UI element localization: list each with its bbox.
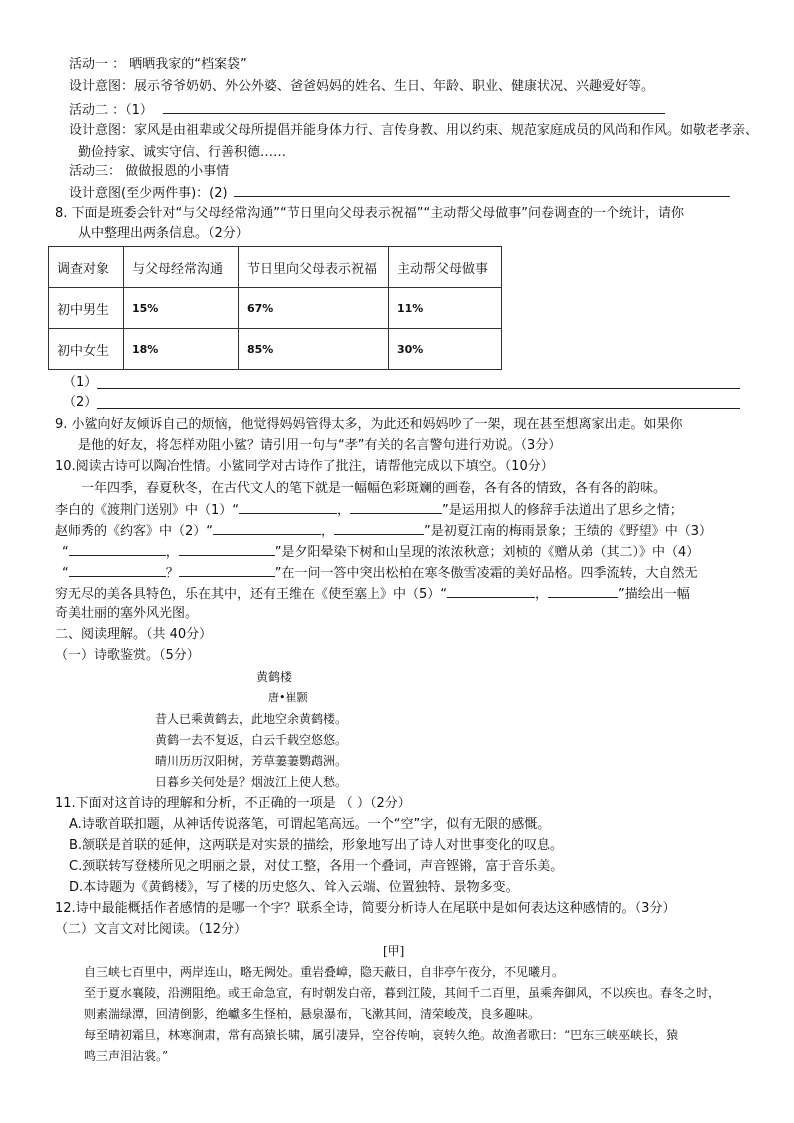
design-intent-2-line1: 设计意图：家风是由祖辈或父母所提倡并能身体力行、言传身教、用以约束、规范家庭成员的风尚和作风。如敬老孝亲、 (69, 123, 759, 138)
table-row (49, 329, 502, 370)
q10-blank-2a[interactable] (213, 521, 321, 535)
design-intent-3-label: 设计意图(至少两件事)：(2) (69, 186, 228, 201)
table-cell: 85% (239, 329, 389, 370)
q11-option-b: B.颔联是首联的延伸，这两联是对实景的描绘，形象地写出了诗人对世事变化的叹息。 (69, 838, 564, 853)
table-cell: 初中男生 (49, 288, 124, 329)
q10-text: “ (62, 566, 69, 581)
q10-text: 穷无尽的美各具特色，乐在其中，还有王维在《使至塞上》中（5）“ (55, 587, 448, 602)
answer-2-label: （2） (63, 395, 98, 410)
table-header-row (49, 247, 502, 288)
q10-blank-5a[interactable] (447, 584, 535, 598)
q10-text: “ (62, 545, 69, 560)
q10-blank-1a[interactable] (239, 500, 337, 514)
q11-option-c: C.颈联转写登楼所见之明丽之景，对仗工整，各用一个叠词，声音铿锵，富于音乐美。 (69, 859, 564, 874)
q10-blank-4a[interactable] (69, 563, 166, 577)
table-cell: 18% (124, 329, 239, 370)
q10-text: ， (337, 503, 351, 518)
activity-2-label: 活动二 ：（1） (69, 103, 153, 118)
table-cell: 30% (389, 329, 502, 370)
design-intent-2-line2: 勤俭持家、诚实守信、行善积德…… (78, 145, 287, 160)
poem-line: 日暮乡关何处是？烟波江上使人愁。 (155, 775, 348, 789)
q10-text: ”是夕阳晕染下树和山呈现的浓浓秋意；刘桢的《赠从弟（其二）》中（4） (274, 545, 700, 560)
q10-blank-2b[interactable] (334, 521, 424, 535)
q11-option-a: A.诗歌首联扣题，从神话传说落笔，可谓起笔高远。一个“空”字，似有无限的感慨。 (69, 817, 551, 832)
q10-blank-4b[interactable] (179, 563, 275, 577)
q10-text: 李白的《渡荆门送别》中（1）“ (55, 503, 240, 518)
table-row (49, 288, 502, 329)
section-2-2-heading: （二）文言文对比阅读。（12分） (55, 922, 248, 937)
table-header-cell: 调查对象 (49, 247, 124, 288)
answer-1-label: （1） (63, 375, 98, 390)
design-intent-1: 设计意图：展示爷爷奶奶、外公外婆、爸爸妈妈的姓名、生日、年龄、职业、健康状况、兴趣爱好等。 (69, 79, 655, 94)
q10-blank-4-line (62, 563, 698, 583)
q10-text: ”是运用拟人的修辞手法道出了思乡之情； (442, 503, 683, 518)
q10-end: 奇美壮丽的塞外风光图。 (55, 606, 199, 621)
table-header-cell: 与父母经常沟通 (124, 247, 239, 288)
q11-option-d: D.本诗题为《黄鹤楼》，写了楼的历史悠久、耸入云端、位置独特、景物多变。 (69, 880, 519, 895)
activity-2 (69, 100, 665, 120)
table-cell: 15% (124, 288, 239, 329)
design-intent-3 (69, 183, 730, 203)
question-9-line2: 是他的好友，将怎样劝阻小鲨？请引用一句与“孝”有关的名言警句进行劝说。（3分） (78, 438, 562, 453)
question-8-line1: 8. 下面是班委会针对“与父母经常沟通”“节日里向父母表示祝福”“主动帮父母做事”问卷调查的一个统计，请你 (55, 206, 684, 221)
table-cell: 初中女生 (49, 329, 124, 370)
q10-text: ”描绘出一幅 (618, 587, 690, 602)
q10-text: ， (165, 545, 179, 560)
q10-text: ， (535, 587, 549, 602)
section-2-1-heading: （一）诗歌鉴赏。（5分） (55, 648, 200, 663)
q10-text: ”是初夏江南的梅雨景象；王绩的《野望》中（3） (424, 524, 713, 539)
table-cell: 11% (389, 288, 502, 329)
activity-1: 活动一 ： 晒晒我家的“档案袋” (69, 57, 247, 72)
poem-line: 黄鹤一去不复返，白云千载空悠悠。 (155, 733, 348, 747)
question-10: 10.阅读古诗可以陶冶性情。小鲨同学对古诗作了批注，请帮他完成以下填空。（10分） (55, 459, 554, 474)
q10-blank-3b[interactable] (179, 542, 275, 556)
question-12: 12.诗中最能概括作者感情的是哪一个字？联系全诗，简要分析诗人在尾联中是如何表达这种感情的。（3分） (55, 901, 676, 916)
section-2-heading: 二、阅读理解。（共 40分） (55, 627, 213, 642)
q10-text: ？ (165, 566, 179, 581)
survey-table (48, 246, 502, 370)
question-9-line1: 9. 小鲨向好友倾诉自己的烦恼，他觉得妈妈管得太多，为此还和妈妈吵了一架，现在甚至想离家出走。如果你 (55, 417, 683, 432)
passage-line: 至于夏水襄陵，沿溯阻绝。或王命急宣，有时朝发白帝，暮到江陵，其间千二百里，虽乘奔御风，不以疾也。春冬之时， (84, 986, 721, 1000)
poem-author: 唐•崔颢 (268, 691, 308, 704)
q10-text: 赵师秀的《约客》中（2）“ (55, 524, 214, 539)
poem-line: 昔人已乘黄鹤去，此地空余黄鹤楼。 (155, 712, 348, 726)
question-8-line2: 从中整理出两条信息。（2分） (78, 226, 249, 241)
passage-line: 每至晴初霜旦，林寒涧肃，常有高猿长啸，属引凄异，空谷传响，哀转久绝。故渔者歌曰：“巴东三峡巫峡长，猿 (84, 1028, 679, 1042)
passage-jia-label: [甲] (383, 944, 405, 958)
poem-line: 晴川历历汉阳树，芳草萋萋鹦鹉洲。 (155, 754, 348, 768)
question-11: 11.下面对这首诗的理解和分析，不正确的一项是 （ ）（2分） (55, 796, 411, 811)
design-intent-3-answer-blank[interactable] (234, 183, 730, 197)
q10-blank-3a[interactable] (69, 542, 166, 556)
q10-blank-1b[interactable] (350, 500, 442, 514)
q10-blank-5b[interactable] (548, 584, 618, 598)
passage-line: 自三峡七百里中，两岸连山，略无阙处。重岩叠嶂，隐天蔽日，自非亭午夜分，不见曦月。 (84, 965, 565, 979)
activity-3: 活动三： 做做报恩的小事情 (69, 164, 230, 179)
q10-text: ， (321, 524, 335, 539)
passage-line: 鸣三声泪沾裳。” (84, 1049, 169, 1063)
table-header-cell: 节日里向父母表示祝福 (239, 247, 389, 288)
answer-1-line[interactable] (97, 388, 740, 389)
activity-2-answer-blank[interactable] (163, 100, 665, 114)
q10-blank-3-line (62, 542, 699, 562)
q10-text: ”在一问一答中突出松柏在寒冬傲雪凌霜的美好品格。四季流转，大自然无 (274, 566, 698, 581)
table-cell: 67% (239, 288, 389, 329)
q10-blank-5-line (55, 584, 690, 604)
answer-2-line[interactable] (97, 408, 740, 409)
poem-title: 黄鹤楼 (256, 670, 293, 684)
q10-blank-1-line (55, 500, 683, 520)
q10-intro: 一年四季，春夏秋冬，在古代文人的笔下就是一幅幅色彩斑斓的画卷，各有各的情致，各有各的韵味。 (81, 481, 667, 496)
table-header-cell: 主动帮父母做事 (389, 247, 502, 288)
q10-blank-2-line (55, 521, 712, 541)
passage-line: 则素湍绿潭，回清倒影，绝巘多生怪柏，悬泉瀑布，飞漱其间，清荣峻茂，良多趣味。 (84, 1007, 541, 1021)
